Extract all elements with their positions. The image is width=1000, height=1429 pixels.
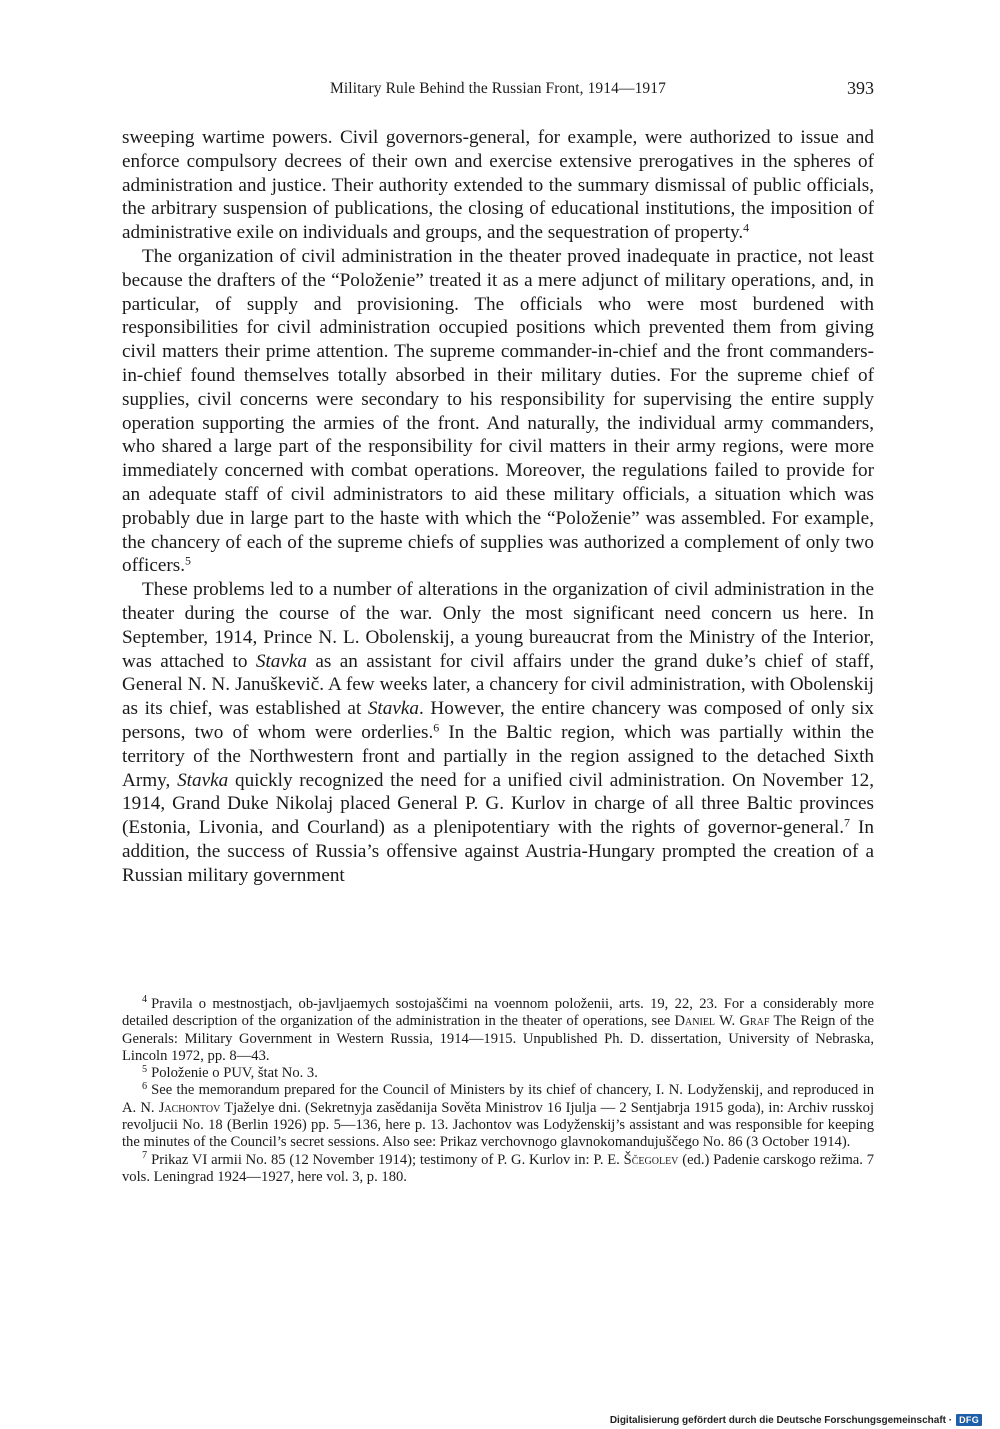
footnote-number: 6: [142, 1080, 148, 1092]
footnote-5-text: Položenie o PUV, štat No. 3.: [151, 1065, 318, 1082]
footnote-number: 7: [142, 1150, 148, 1162]
footnote-6-text-b: Tjaželye dni. (Sekretnyja zasědanija Sověta Ministrov 16 Ijulja — 2 Sentjabrja 1915 goda), in: Archiv russkoj revoljucii No. 18 (Berlin 1926) pp. 5—136, here p. 13. Jachontov was Lodyženskij’s assistant and was responsible for keeping the minutes of the Council’s secret sessions. Also see: Prikaz verchovnogo glavnokomandujuščego No. 86 (3 October 1914).: [122, 1099, 875, 1151]
paragraph-1: [122, 126, 874, 245]
footnote-6: [122, 1082, 874, 1151]
footnote-ref-5[interactable]: 5: [185, 553, 191, 568]
stavka-term: Stavka: [177, 769, 229, 791]
footnote-ref-7[interactable]: 7: [844, 815, 850, 830]
page-header: [122, 80, 874, 104]
footnote-4: [122, 996, 874, 1065]
page-number: 393: [847, 78, 874, 98]
footnote-6-text-a: See the memorandum prepared for the Council of Ministers by its chief of chancery, I. N. Lodyženskij, and reproduced in A. N.: [122, 1082, 874, 1116]
paragraph-1-text: sweeping wartime powers. Civil governors-general, for example, were authorized to issue and enforce compulsory decrees of their own and exercise extensive prerogatives in the spheres of administration and justice. Their authority extended to the summary dismissal of public officials, the arbitrary suspension of publications, the closing of educational institutions, the imposition of administrative exile on individuals and groups, and the sequestration of property.: [122, 127, 874, 244]
paragraph-3-text-e: quickly recognized the need for a unified civil administration. On November 12, 1914, Grand Duke Nikolaj placed General P. G. Kurlov in charge of all three Baltic provinces (Estonia, Livonia, and Courland) as a plenipotentiary with the rights of governor-general.: [122, 769, 874, 839]
paragraph-3-text-b: as an assistant for civil affairs under the grand duke’s chief of staff, General N. N. Januškevič. A few weeks later, a chancery for civil administration, with Obolenskij as its chief, was established at: [122, 650, 875, 720]
stavka-term: Stavka: [255, 650, 307, 672]
paragraph-3-text-d: In the Baltic region, which was partially within the territory of the Northwestern front and partially in the region assigned to the detached Sixth Army,: [122, 721, 875, 791]
paragraph-2: [122, 245, 874, 578]
footnote-7-text-b: (ed.) Padenie carskogo režima. 7 vols. Leningrad 1924—1927, here vol. 3, p. 180.: [122, 1151, 875, 1185]
paragraph-3-text-f: In addition, the success of Russia’s offensive against Austria-Hungary prompted the creation of a Russian military government: [122, 817, 875, 886]
footnote-author: Ščegolev: [623, 1151, 679, 1168]
paragraph-3-text-c: . However, the entire chancery was composed of only six persons, two of whom were orderlies.: [122, 698, 874, 743]
footnote-7: [122, 1152, 874, 1187]
footnote-ref-6[interactable]: 6: [433, 720, 440, 735]
digitization-text: Digitalisierung gefördert durch die Deutsche Forschungsgemeinschaft ·: [609, 1414, 953, 1426]
stavka-term: Stavka: [367, 698, 419, 720]
running-head: Military Rule Behind the Russian Front, 1914—1917: [330, 80, 666, 97]
footnote-4-text-b: The Reign of the Generals: Military Government in Western Russia, 1914—1915. Unpublished Ph. D. dissertation, University of Nebraska, Lincoln 1972, pp. 8—43.: [122, 1013, 875, 1064]
footnote-number: 4: [142, 994, 148, 1006]
paragraph-3-text-a: These problems led to a number of alterations in the organization of civil administration in the theater during the course of the war. Only the most significant need concern us here. In September, 1914, Prince N. L. Obolenskij, a young bureaucrat from the Ministry of the Interior, was attached to: [122, 579, 874, 672]
paragraph-2-text: The organization of civil administration in the theater proved inadequate in practice, not least because the drafters of the “Položenie” treated it as a mere adjunct of military operations, and, in particular, of supply and provisioning. The officials who were most burdened with responsibilities for civil administration occupied positions which prevented them from giving civil matters their prime attention. The supreme commander-in-chief and the front commanders-in-chief found themselves totally absorbed in their military duties. For the supreme chief of supplies, civil concerns were secondary to his responsibility for supervising the entire supply operation supporting the armies of the front. And naturally, the individual army commanders, who shared a large part of the responsibility for civil matters in their army regions, were more immediately concerned with combat operations. Moreover, the regulations failed to provide for an adequate staff of civil administrators to aid these military officials, a situation which was probably due in large part to the haste with which the “Položenie” was assembled. For example, the chancery of each of the supreme chiefs of supplies was authorized a complement of only two officers.: [122, 245, 874, 577]
footnote-5: [122, 1065, 874, 1082]
footnote-7-text-a: Prikaz VI armii No. 85 (12 November 1914); testimony of P. G. Kurlov in: P. E.: [151, 1151, 620, 1168]
digitization-notice: [610, 1413, 982, 1427]
footnote-author: Jachontov: [158, 1099, 221, 1116]
footnote-number: 5: [142, 1063, 148, 1075]
body-text: [122, 126, 874, 888]
footnote-author: Daniel W. Graf: [674, 1013, 770, 1030]
footnotes: [122, 996, 874, 1186]
footnote-4-text-a: Pravila o mestnostjach, ob-javljaemych sostojaščimi na voennom položenii, arts. 19, 22, 23. For a considerably more detailed description of the organization of the administration in the theater of operations, see: [122, 996, 874, 1030]
footnote-ref-4[interactable]: 4: [743, 220, 750, 235]
dfg-logo: DFG: [956, 1414, 982, 1426]
paragraph-3: [122, 578, 874, 887]
